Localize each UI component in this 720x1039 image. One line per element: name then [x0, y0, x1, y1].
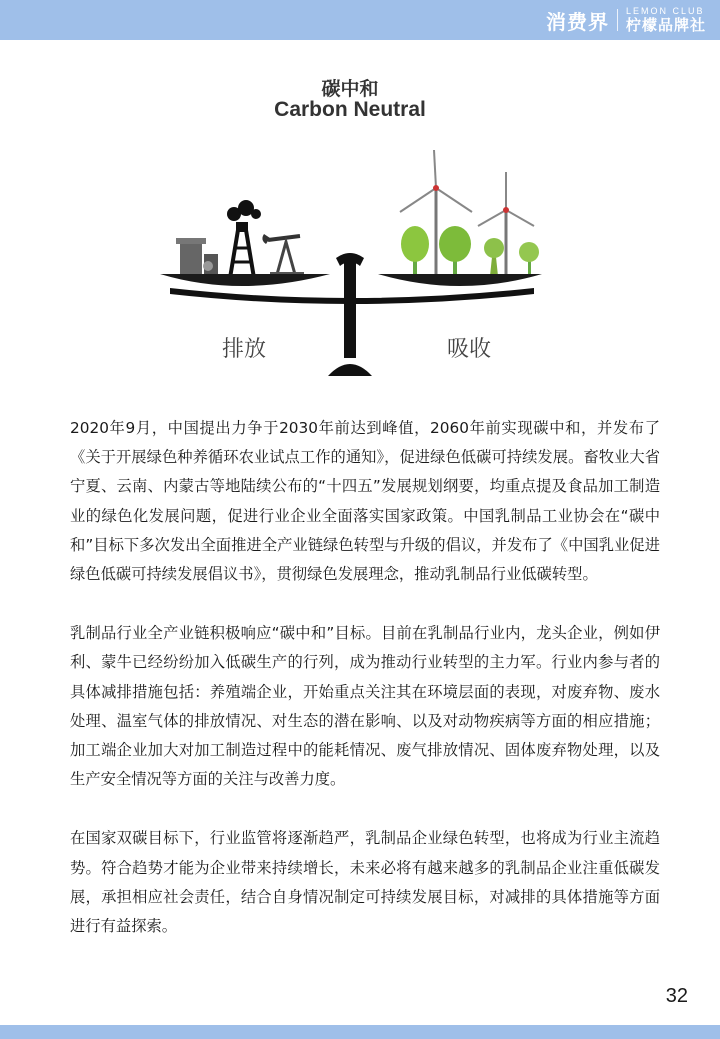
brand-divider — [617, 9, 618, 31]
carbon-neutral-illustration — [150, 62, 550, 382]
trees-icon — [401, 226, 539, 277]
brand-sub-text: 柠檬品牌社 — [625, 16, 706, 34]
scale-pillar-icon — [328, 253, 372, 376]
header-bar — [0, 0, 720, 40]
paragraph: 2020年9月，中国提出力争于2030年前达到峰值，2060年前实现碳中和，并发布了《关于开展绿色种养循环农业试点工作的通知》，促进绿色低碳可持续发展。畜牧业大省宁夏、云南、内蒙古等地陆续公布的“十四五”发展规划纲要，均重点提及食品加工制造业的绿色化发展问题，促进行业企业全面落实国家政策。中国乳制品工业协会在“碳中和”目标下多次发出全面推进全产业链绿色转型与升级的倡议，并发布了《中国乳业促进绿色低碳可持续发展倡议书》，贯彻绿色发展理念，推动乳制品行业低碳转型。 — [70, 419, 660, 584]
brand-english-text: LEMON CLUB — [625, 6, 705, 16]
left-pan-icon — [160, 274, 330, 286]
oil-pump-icon — [262, 234, 304, 278]
right-pan-icon — [378, 274, 542, 286]
illustration-title-cn: 碳中和 — [321, 78, 379, 100]
page-number: 32 — [665, 985, 688, 1007]
illustration-title-en: Carbon Neutral — [274, 98, 426, 121]
paragraph: 乳制品行业全产业链积极响应“碳中和”目标。目前在乳制品行业内，龙头企业，例如伊利、蒙牛已经纷纷加入低碳生产的行列，成为推动行业转型的主力军。行业内参与者的具体减排措施包括：养殖端企业，开始重点关注其在环境层面的表现，对废弃物、废水处理、温室气体的排放情况、对生态的潜在影响、以及对动物疾病等方面的相应措施；加工端企业加大对加工制造过程中的能耗情况、废气排放情况、固体废弃物处理，以及生产安全情况等方面的关注与改善力度。 — [70, 624, 660, 789]
footer-bar — [0, 1025, 720, 1039]
brand-logo — [546, 4, 706, 36]
emission-label: 排放 — [222, 337, 267, 362]
absorption-label: 吸收 — [447, 337, 492, 362]
brand-secondary — [626, 7, 706, 33]
factory-icon — [176, 238, 218, 276]
oil-derrick-icon — [227, 200, 261, 278]
paragraph: 在国家双碳目标下，行业监管将逐渐趋严，乳制品企业绿色转型，也将成为行业主流趋势。符合趋势才能为企业带来持续增长，未来必将有越来越多的乳制品企业注重低碳发展，承担相应社会责任，结合自身情况制定可持续发展目标，对减排的具体措施等方面进行有益探索。 — [70, 829, 660, 936]
brand-main-text: 消费界 — [545, 9, 609, 34]
article-body — [70, 414, 660, 971]
